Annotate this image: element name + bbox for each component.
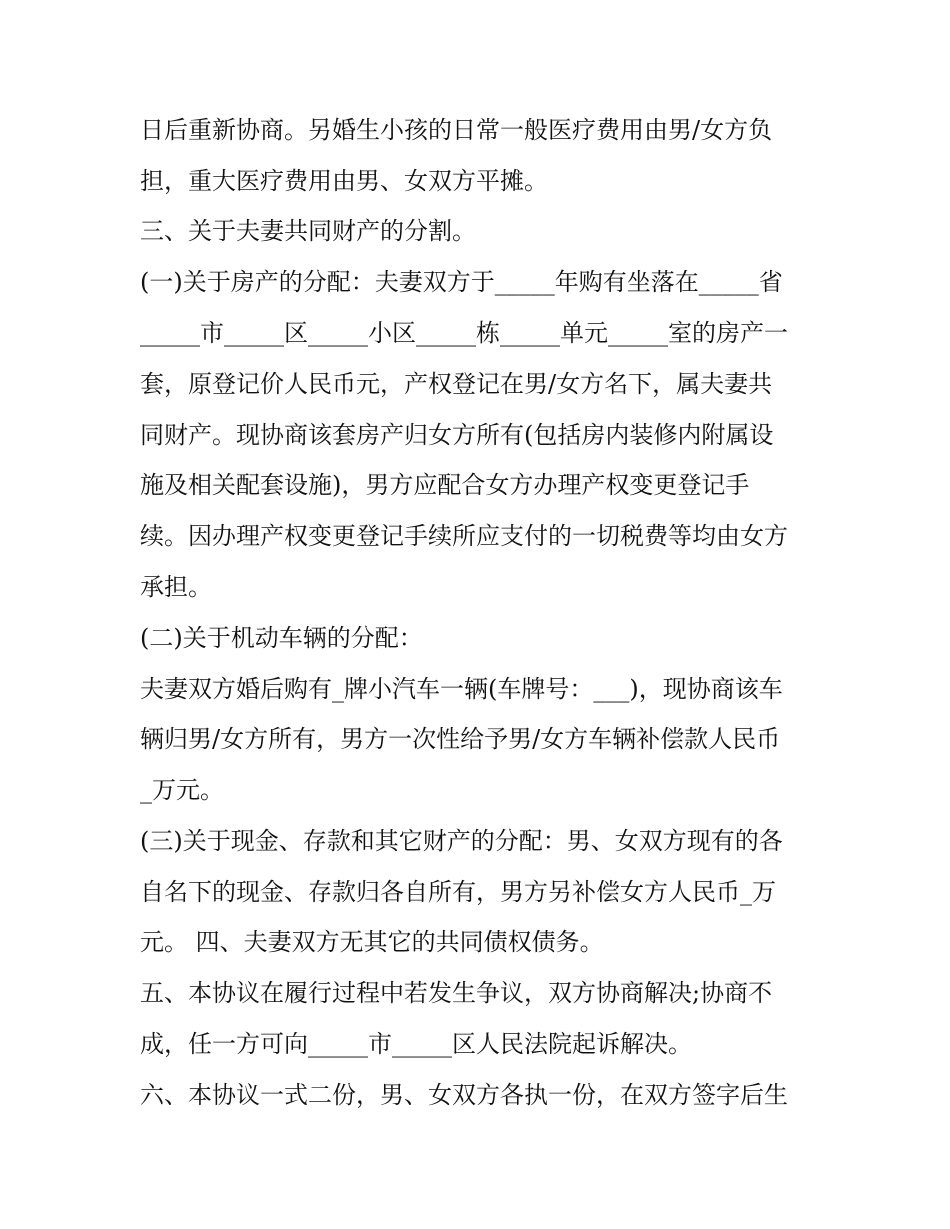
text-line: 承担。 <box>140 573 212 601</box>
text-line: _____市_____区_____小区_____栋_____单元_____室的房产一 <box>140 319 788 347</box>
subsection-heading: (二)关于机动车辆的分配： <box>140 624 423 652</box>
text-line: 自名下的现金、存款归各自所有，男方另补偿女方人民币_万 <box>140 878 776 906</box>
text-line: 施及相关配套设施)，男方应配合女方办理产权变更登记手 <box>140 471 750 499</box>
text-line: _万元。 <box>140 776 224 804</box>
text-line: (三)关于现金、存款和其它财产的分配：男、女双方现有的各 <box>140 827 783 855</box>
section-heading: 三、关于夫妻共同财产的分割。 <box>140 217 476 245</box>
text-line: (一)关于房产的分配：夫妻双方于_____年购有坐落在_____省 <box>140 268 783 296</box>
text-line: 六、本协议一式二份，男、女双方各执一份，在双方签字后生 <box>140 1081 788 1109</box>
text-line: 套，原登记价人民币元，产权登记在男/女方名下，属夫妻共 <box>140 370 773 398</box>
text-line: 夫妻双方婚后购有_牌小汽车一辆(车牌号：___)，现协商该车 <box>140 675 783 703</box>
text-line: 成，任一方可向_____市_____区人民法院起诉解决。 <box>140 1030 692 1058</box>
text-line: 日后重新协商。另婚生小孩的日常一般医疗费用由男/女方负 <box>140 116 773 144</box>
text-line: 辆归男/女方所有，男方一次性给予男/女方车辆补偿款人民币 <box>140 725 781 753</box>
text-line: 五、本协议在履行过程中若发生争议，双方协商解决;协商不 <box>140 979 773 1007</box>
text-line: 续。因办理产权变更登记手续所应支付的一切税费等均由女方 <box>140 522 788 550</box>
text-line: 担，重大医疗费用由男、女双方平摊。 <box>140 167 548 195</box>
text-line: 同财产。现协商该套房产归女方所有(包括房内装修内附属设 <box>140 421 774 449</box>
text-line: 元。 四、夫妻双方无其它的共同债权债务。 <box>140 928 604 956</box>
